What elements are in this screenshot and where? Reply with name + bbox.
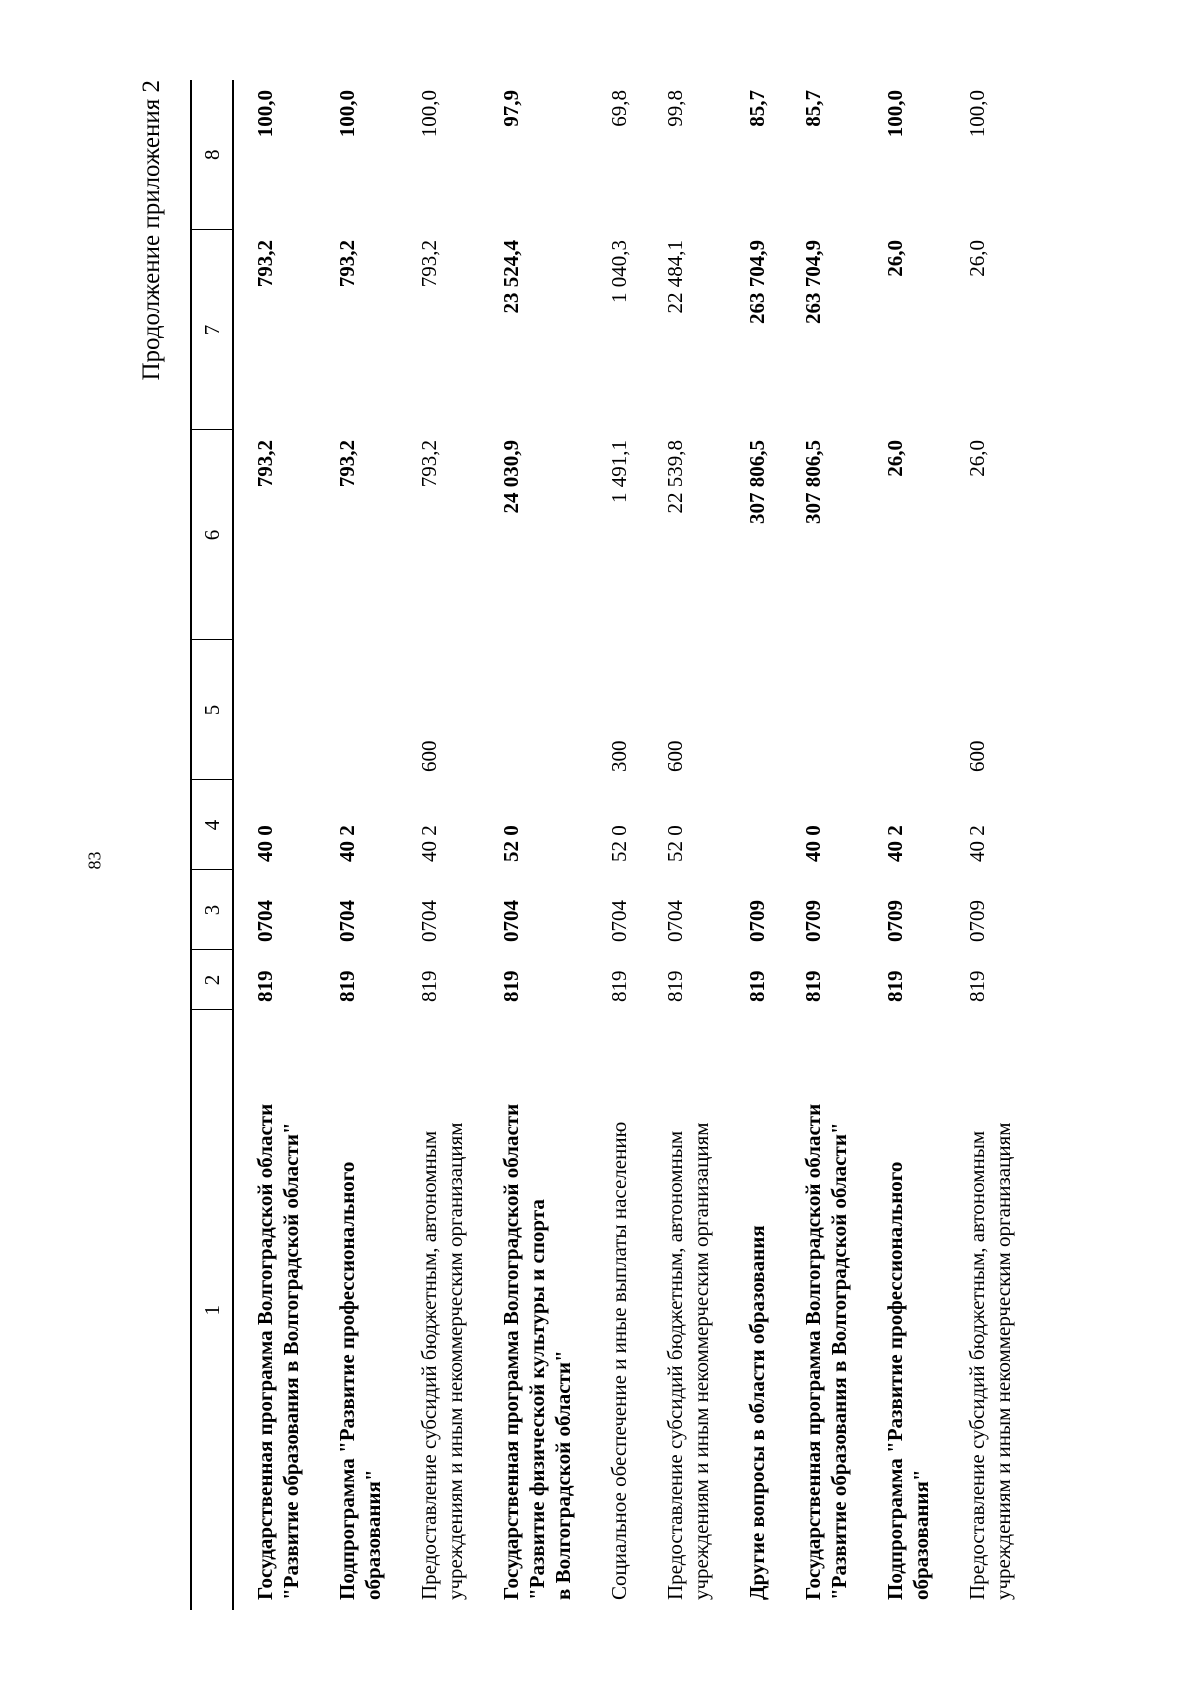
column-header: 8 xyxy=(191,80,233,230)
cell-col-3: 0709 xyxy=(883,900,907,942)
cell-col-3: 0704 xyxy=(499,900,523,942)
cell-col-2: 819 xyxy=(801,970,825,1002)
cell-col-4: 40 0 xyxy=(801,825,825,862)
cell-col-4: 40 2 xyxy=(335,825,359,862)
table-row xyxy=(782,80,864,1610)
cell-col-2: 819 xyxy=(663,970,687,1002)
column-header: 1 xyxy=(191,1010,233,1610)
cell-col-3: 0709 xyxy=(801,900,825,942)
row-name-cell xyxy=(946,1010,1028,1610)
row-name-cell xyxy=(644,1010,726,1610)
row-name-cell xyxy=(233,1010,316,1610)
cell-col-6: 1 491,1 xyxy=(607,440,631,503)
cell-col-6: 22 539,8 xyxy=(663,440,687,514)
cell-col-4: 40 2 xyxy=(417,825,441,862)
cell-col-8: 85,7 xyxy=(801,90,825,127)
table-row xyxy=(644,80,726,1610)
row-name-line: Государственная программа Волгоградской области xyxy=(801,1103,825,1600)
cell-col-5 xyxy=(316,640,398,780)
row-name-line: Подпрограмма "Развитие профессионального xyxy=(335,1161,359,1600)
cell-col-2: 819 xyxy=(499,970,523,1002)
cell-col-8: 100,0 xyxy=(253,90,277,138)
cell-col-5 xyxy=(864,640,946,780)
cell-col-7: 1 040,3 xyxy=(607,240,631,303)
table-row xyxy=(864,80,946,1610)
cell-col-3: 0704 xyxy=(607,900,631,942)
cell-col-8: 100,0 xyxy=(965,90,989,138)
cell-col-7: 26,0 xyxy=(883,240,907,277)
cell-col-5 xyxy=(233,640,316,780)
row-name-cell xyxy=(398,1010,480,1610)
row-name-cell xyxy=(316,1010,398,1610)
row-name-line: Предоставление субсидий бюджетным, автономным xyxy=(417,1130,441,1600)
cell-col-5: 600 xyxy=(663,740,687,772)
column-header: 6 xyxy=(191,430,233,640)
row-name-line: Подпрограмма "Развитие профессионального xyxy=(883,1161,907,1600)
cell-col-6: 307 806,5 xyxy=(801,440,825,524)
column-header: 7 xyxy=(191,230,233,430)
cell-col-6: 307 806,5 xyxy=(745,440,769,524)
table-row xyxy=(726,80,782,1610)
cell-col-7: 26,0 xyxy=(965,240,989,277)
cell-col-4: 40 2 xyxy=(883,825,907,862)
cell-col-3: 0709 xyxy=(745,900,769,942)
cell-col-8: 100,0 xyxy=(417,90,441,138)
cell-col-8: 100,0 xyxy=(883,90,907,138)
cell-col-2: 819 xyxy=(417,970,441,1002)
table-row xyxy=(398,80,480,1610)
table-row xyxy=(480,80,588,1610)
column-header: 4 xyxy=(191,780,233,870)
cell-col-8: 85,7 xyxy=(745,90,769,127)
cell-col-5: 600 xyxy=(417,740,441,772)
cell-col-3: 0704 xyxy=(253,900,277,942)
row-name-cell xyxy=(588,1010,644,1610)
budget-table xyxy=(190,80,1028,1610)
table-header-row xyxy=(191,80,233,1610)
page-number: 83 xyxy=(84,851,105,870)
cell-col-2: 819 xyxy=(745,970,769,1002)
cell-col-2: 819 xyxy=(607,970,631,1002)
row-name-line: Государственная программа Волгоградской области xyxy=(499,1103,523,1600)
cell-col-2: 819 xyxy=(253,970,277,1002)
row-name-cell xyxy=(726,1010,782,1610)
row-name-line: учреждениям и иным некоммерческим организациям xyxy=(443,1122,467,1600)
table-row xyxy=(316,80,398,1610)
cell-col-6: 793,2 xyxy=(253,440,277,488)
cell-col-4: 52 0 xyxy=(499,825,523,862)
column-header: 5 xyxy=(191,640,233,780)
cell-col-4: 52 0 xyxy=(607,825,631,862)
row-name-cell xyxy=(864,1010,946,1610)
cell-col-4: 52 0 xyxy=(663,825,687,862)
cell-col-7: 793,2 xyxy=(335,240,359,288)
cell-col-8: 97,9 xyxy=(499,90,523,127)
row-name-line: Социальное обеспечение и иные выплаты населению xyxy=(607,1121,631,1600)
table-row xyxy=(588,80,644,1610)
cell-col-2: 819 xyxy=(335,970,359,1002)
cell-col-8: 99,8 xyxy=(663,90,687,127)
row-name-line: "Развитие физической культуры и спорта xyxy=(525,1199,549,1600)
row-name-line: образования" xyxy=(361,1469,385,1600)
cell-col-5 xyxy=(726,640,782,780)
cell-col-8: 69,8 xyxy=(607,90,631,127)
continuation-label: Продолжение приложения 2 xyxy=(138,80,165,381)
table-body xyxy=(233,80,1028,1610)
cell-col-6: 793,2 xyxy=(417,440,441,488)
table-row xyxy=(946,80,1028,1610)
row-name-line: "Развитие образования в Волгоградской области" xyxy=(827,1122,851,1600)
cell-col-7: 793,2 xyxy=(253,240,277,288)
rotated-page-content xyxy=(110,80,1040,1610)
row-name-cell xyxy=(480,1010,588,1610)
cell-col-4: 40 0 xyxy=(253,825,277,862)
cell-col-3: 0704 xyxy=(335,900,359,942)
row-name-line: образования" xyxy=(909,1469,933,1600)
cell-col-7: 263 704,9 xyxy=(745,240,769,324)
row-name-line: Другие вопросы в области образования xyxy=(745,1225,769,1600)
row-name-line: в Волгоградской области" xyxy=(551,1350,575,1600)
cell-col-2: 819 xyxy=(965,970,989,1002)
row-name-line: Предоставление субсидий бюджетным, автономным xyxy=(965,1130,989,1600)
table-row xyxy=(233,80,316,1610)
row-name-line: учреждениям и иным некоммерческим организациям xyxy=(991,1122,1015,1600)
row-name-line: Предоставление субсидий бюджетным, автономным xyxy=(663,1130,687,1600)
cell-col-5: 300 xyxy=(607,740,631,772)
cell-col-7: 23 524,4 xyxy=(499,240,523,314)
cell-col-3: 0709 xyxy=(965,900,989,942)
row-name-line: учреждениям и иным некоммерческим организациям xyxy=(689,1122,713,1600)
cell-col-7: 263 704,9 xyxy=(801,240,825,324)
cell-col-4: 40 2 xyxy=(965,825,989,862)
cell-col-6: 26,0 xyxy=(883,440,907,477)
cell-col-5 xyxy=(480,640,588,780)
cell-col-4 xyxy=(726,780,782,870)
cell-col-5 xyxy=(782,640,864,780)
cell-col-6: 24 030,9 xyxy=(499,440,523,514)
column-header: 2 xyxy=(191,950,233,1010)
row-name-line: "Развитие образования в Волгоградской области" xyxy=(279,1122,303,1600)
cell-col-7: 22 484,1 xyxy=(663,240,687,314)
cell-col-3: 0704 xyxy=(417,900,441,942)
cell-col-2: 819 xyxy=(883,970,907,1002)
column-header: 3 xyxy=(191,870,233,950)
row-name-cell xyxy=(782,1010,864,1610)
cell-col-5: 600 xyxy=(965,740,989,772)
cell-col-7: 793,2 xyxy=(417,240,441,288)
row-name-line: Государственная программа Волгоградской области xyxy=(253,1103,277,1600)
cell-col-8: 100,0 xyxy=(335,90,359,138)
cell-col-6: 26,0 xyxy=(965,440,989,477)
cell-col-6: 793,2 xyxy=(335,440,359,488)
cell-col-3: 0704 xyxy=(663,900,687,942)
